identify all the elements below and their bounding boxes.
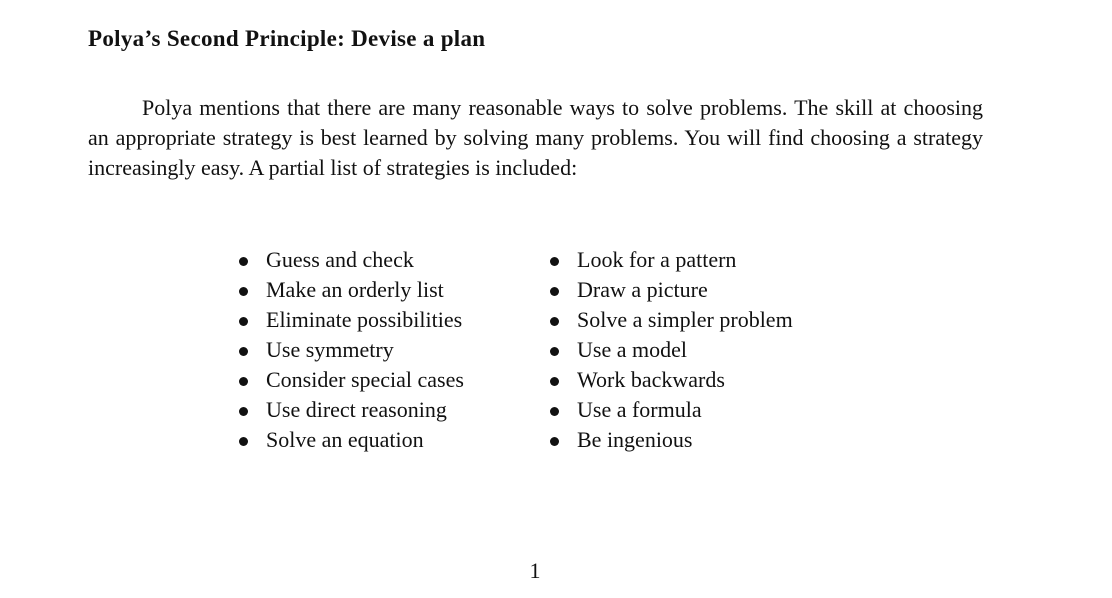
list-item: Use a model: [547, 335, 793, 365]
list-item: Solve an equation: [236, 425, 464, 455]
list-item: Guess and check: [236, 245, 464, 275]
list-item: Use a formula: [547, 395, 793, 425]
list-item: Eliminate possibilities: [236, 305, 464, 335]
strategy-list-left: [236, 245, 464, 455]
list-item: Draw a picture: [547, 275, 793, 305]
list-item: Use direct reasoning: [236, 395, 464, 425]
list-item: Use symmetry: [236, 335, 464, 365]
list-item: Solve a simpler problem: [547, 305, 793, 335]
page-number: 1: [529, 558, 541, 583]
intro-paragraph: Polya mentions that there are many reasonable ways to solve problems. The skill at choosing an appropriate strategy is best learned by solving many problems. You will find choosing a strategy increasingly easy. A partial list of strategies is included:: [88, 95, 983, 180]
section-heading: Polya’s Second Principle: Devise a plan: [88, 26, 486, 51]
list-item: Be ingenious: [547, 425, 793, 455]
strategy-list-right: [547, 245, 793, 455]
list-item: Look for a pattern: [547, 245, 793, 275]
list-item: Make an orderly list: [236, 275, 464, 305]
list-item: Work backwards: [547, 365, 793, 395]
list-item: Consider special cases: [236, 365, 464, 395]
